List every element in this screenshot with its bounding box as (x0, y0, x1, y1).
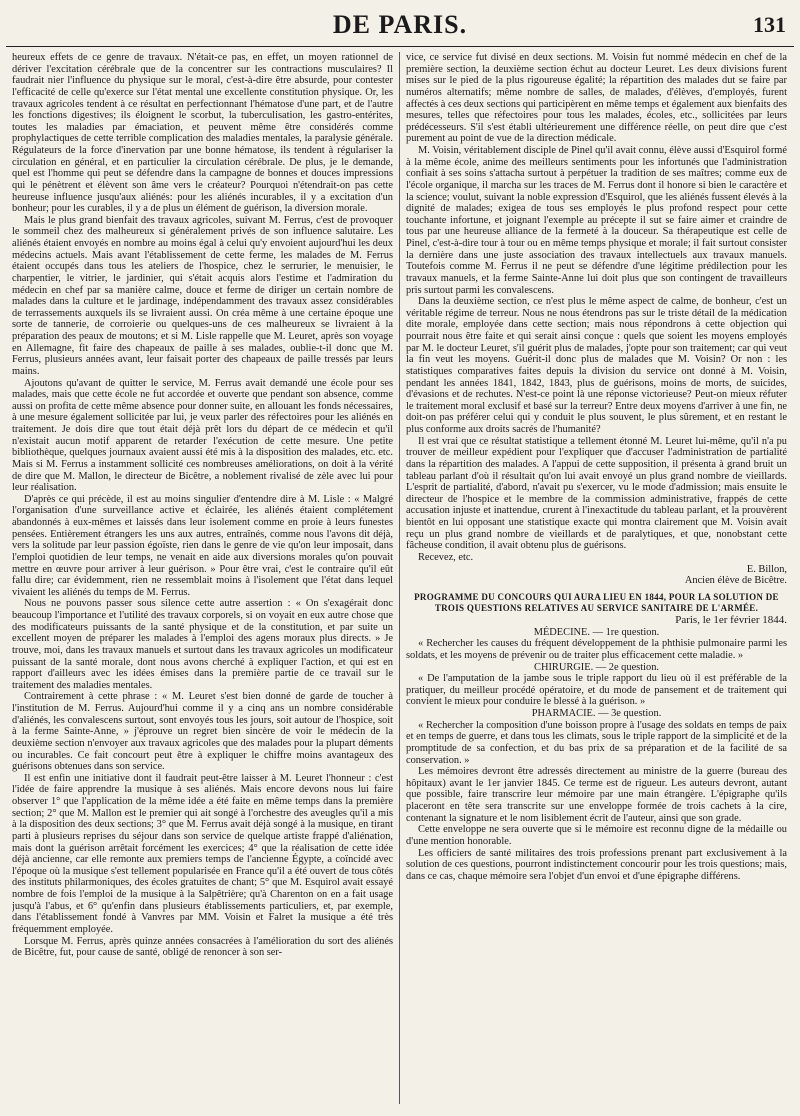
article-paragraph: M. Voisin, véritablement disciple de Pinel qu'il avait connu, élève aussi d'Esquirol formé à la même école, anime des meilleurs sentiments pour les infortunés que l'administration confiait à ses soins s'attacha surtout à perpétuer la tradition de ses maîtres; comme eux de l'école organique, il marcha sur les traces de M. Ferrus dont il honore si bien le caractère et la science; voulut, suivant la noble expression d'Esquirol, que les aliénés fussent élevés à la dignité de malades; exigea de tous ses employés le plus profond respect pour cette touchante infortune, et joignant l'exemple au précepte il sut se faire aimer et craindre de tous par une heureuse alliance de la fermeté à la douceur. Sa thérapeutique est celle de Pinel, c'est-à-dire tour à tour ou en même temps physique et morale; il fait surtout consister la dernière dans une juste association des travaux intellectuels aux travaux manuels. Toutefois comme M. Ferrus il ne peut se défendre d'une légitime prédilection pour les travaux manuels, et la ferme Sainte-Anne lui doit plus que son contingent de travailleurs pris surtout parmi les convalescens. (406, 145, 787, 296)
question-2-title: CHIRURGIE. — 2e question. (534, 661, 659, 673)
question-3-title: PHARMACIE. — 3e question. (531, 708, 662, 719)
article-paragraph: Il est enfin une initiative dont il faudrait peut-être laisser à M. Leuret l'honneur : c'est l'idée de faire apprendre la musique à ses aliénés. Mais encore devons nous lui faire observer 1° que l'application de la même idée a été faite en même temps dans la première section; 2° que M. Mallon est le premier qui ait songé à l'orchestre des aveugles qu'il a mis à la disposition des deux sections; 3° que M. Ferrus avait déjà songé à la musique, en tirant parti à plusieurs reprises du séjour dans son service de quelque artiste frappé d'aliénation, mais dont la guérison arrêtait forcément les exercices; 4° que la réalisation de cette idée déjà ancienne, car elle remonte aux premiers temps de l'ancienne Égypte, a coïncidé avec l'époque où la musique s'est tellement popularisée en France qu'il a été ouvert de tous côtés des instituts philarmoniques, des écoles gratuites de chant; 5° que M. Esquirol avait essayé nombre de fois l'emploi de la musique à la Salpêtrière; qu'à Charenton on en a fait usage jusqu'à l'abus, et 6° qu'enfin dans plusieurs établissements particuliers, et, par exemple, dans l'établissement fondé à Vanvres par MM. Voisin et Falret la musique a été très fréquemment employée. (12, 772, 393, 935)
article-paragraph: D'après ce qui précède, il est au moins singulier d'entendre dire à M. Lisle : « Malgré l'organisation d'une surveillance active et éclairée, les aliénés étaient complétement abandonnés à eux-mêmes et laissés dans leur isolement comme en proie à leurs funestes pensées. Entièrement étrangers les uns aux autres, entraînés, comme nous l'avons dit déjà, vers la solitude par leur passion égoïste, rien dans le genre de vie qu'on leur imposait, dans l'emploi quotidien de leur temps, ne venait en aide aux diversions morales qu'on pouvait mettre en œuvre pour arriver à leur guérison. » Pour être vrai, c'est le contraire qu'il eût fallu dire; car évidemment, rien ne ressemblait moins à l'isolement que l'état dans lequel vivaient les aliénés du temps de M. Ferrus. (12, 493, 393, 598)
header-rule (6, 46, 794, 47)
programme-rules-paragraph: Les mémoires devront être adressés directement au ministre de la guerre (bureau des hôpitaux) avant le 1er janvier 1845. Ce terme est de rigueur. Les auteurs devront, autant que possible, faire transcrire leur mémoire par une main étrangère. L'épigraphe qu'ils placeront en tête sera transcrite sur une enveloppe formée de trois cachets à la cire, contenant la signature et le nom lisiblement écrit de l'auteur, ainsi que son grade. (406, 766, 787, 824)
running-head (0, 10, 800, 40)
left-column (12, 52, 393, 1104)
article-paragraph: vice, ce service fut divisé en deux sections. M. Voisin fut nommé médecin en chef de la première section, la deuxième section échut au docteur Leuret. Les deux divisions furent mises sur le pied de la plus rigoureuse égalité; la répartition des malades dut se faire par numéros alternatifs; même nombre de salles, de malades, d'élèves, d'employés, furent affectés à ces deux sections qui participèrent en même temps et également aux bienfaits des mesures, telles que réfectoires pour tous les malades, écoles, etc., sollicitées par leurs prédécesseurs. S'il s'est établi ultérieurement une différence réelle, on peut dire que c'est purement au point de vue de la direction médicale. (406, 52, 787, 145)
author-signature: E. Billon, (746, 563, 787, 575)
programme-rules-paragraph: Cette enveloppe ne sera ouverte que si le mémoire est reconnu digne de la médaille ou d'une mention honorable. (406, 824, 787, 847)
article-paragraph: Dans la deuxième section, ce n'est plus le même aspect de calme, de bonheur, c'est un véritable régime de terreur. Nous ne nous étendrons pas sur le triste détail de la médication dite morale, employée dans cette section; mais nous répondrons à cette objection qui pourrait nous être faite et qui serait ainsi conçue : quels que soient les moyens employés par M. le docteur Leuret, s'il guérit plus de malades, j'opte pour son traitement; car qui veut la fin veut les moyens. Guérit-il donc plus de malades que M. Voisin? Or non : les statistiques comparatives faites depuis la division du service ont donné à M. Voisin, pendant les années 1841, 1842, 1843, plus de guérisons, moins de morts, de suicides, d'évasions et de rechutes. N'est-ce point là une réponse victorieuse? Peut-on mieux réfuter le traitement moral exclusif et basé sur la terreur? Entre deux moyens d'arriver à une fin, ne doit-on pas préférer celui qui y conduit le plus souvent, le plus sûrement, et en restant le plus conforme aux droits sacrés de l'humanité? (406, 296, 787, 435)
article-paragraph: Il est vrai que ce résultat statistique a tellement étonné M. Leuret lui-même, qu'il n'a pu trouver de meilleur expédient pour l'expliquer que d'accuser l'administration de partialité dans la répartition des malades. A l'appui de cette supposition, il présenta à grand bruit un tableau parlant d'où il résultait qu'on lui avait envoyé un plus grand nombre de vieillards. L'esprit de partialité, d'abord, n'avait pu s'exercer, vu le mode d'admission; mais ensuite le directeur de l'hospice et le membre de la commission administrative, frappés de cette accusation injuste et inattendue, crurent à l'inexactitude du tableau parlant, et la prouvèrent bientôt en lui opposant une statistique exacte qui montra clairement que M. Voisin avait reçu un plus grand nombre de vieillards et de paralytiques, et que, nonobstant cette fâcheuse condition, il avait obtenu plus de guérisons. (406, 435, 787, 552)
page-number: 131 (753, 12, 786, 37)
question-1-text: « Rechercher les causes du fréquent développement de la phthisie pulmonaire parmi les soldats, et les moyens de prévenir ou de traiter plus efficacement cette maladie. » (406, 638, 787, 661)
question-1-title: MÉDECINE. — 1re question. (533, 626, 660, 638)
author-title: Ancien élève de Bicêtre. (684, 575, 787, 587)
closing-salutation: Recevez, etc. (418, 551, 474, 563)
article-paragraph: heureux effets de ce genre de travaux. N'était-ce pas, en effet, un moyen rationnel de dériver l'excitation cérébrale que de la concentrer sur les contractions musculaires? Il faudrait nier l'influence du physique sur le moral, c'est-à-dire être absurde, pour contester l'efficacité de celle qu'exerce sur l'état mental une excellente constitution physique. Or, les travaux agricoles tendent à ce résultat en perfectionnant l'hématose d'une part, et de l'autre les fonctions digestives; ils éloignent le scorbut, la tuberculisation, les gastro-entérites, toutes les maladies par émaciation, et peuvent même être considérés comme prophylactiques de cette terrible complication des maladies mentales, la paralysie générale. Régulateurs de la force d'inervation par une bonne hématose, ils tendent à régulariser la circulation en général, et en particulier la circulation cérébrale. De plus, je le demande, quel est l'homme qui peut se défendre dans la campagne de bonnes et douces impressions qui le pénètrent et élèvent son âme vers le créateur? Pourquoi n'étendrait-on pas cette heureuse influence jusqu'aux aliénés: pour les aliénés incurables, il y a excitation d'un bonheur; pour les curables, il y a de plus un élément de guérison, la diversion morale. (12, 52, 393, 215)
right-column (406, 52, 787, 1104)
column-divider (399, 52, 400, 1104)
programme-dateline: Paris, le 1er février 1844. (675, 614, 787, 626)
programme-rules-paragraph: Les officiers de santé militaires des trois professions prenant part exclusivement à la solution de ces questions, pourront indistinctement concourir pour les trois questions; mais, dans ce cas, chaque mémoire sera l'objet d'un envoi et d'une épigraphe différens. (406, 847, 787, 882)
article-paragraph: Lorsque M. Ferrus, après quinze années consacrées à l'amélioration du sort des aliénés de Bicêtre, fut, pour cause de santé, obligé de renoncer à son ser- (12, 935, 393, 959)
article-paragraph: Contrairement à cette phrase : « M. Leuret s'est bien donné de garde de toucher à l'institution de M. Ferrus. Aujourd'hui comme il y a cinq ans un nombre considérable d'aliénés, les convalescens surtout, sont envoyés tous les jours, soit autour de l'hospice, soit à la ferme Sainte-Anne, » j'éprouve un regret bien sincère de voir le médecin de la deuxième section n'envoyer aux travaux agricoles que des malades pour la plupart déments ou incurables. Ce fait concourt peut être à expliquer le chiffre moins avantageux des guérisons obtenues dans son service. (12, 691, 393, 773)
article-paragraph: Nous ne pouvons passer sous silence cette autre assertion : « On s'exagérait donc beaucoup l'importance et l'utilité des travaux corporels, si on voyait en eux autre chose que des modificateurs puissants de la santé physique et de la constitution, et par suite un excellent moyen de préparer les malades à l'emploi des agens moraux plus directs. » Je trouve, moi, dans les travaux manuels et surtout dans les travaux agricoles un modificateur puissant de la santé morale, dont nous avons cherché à expliquer l'action, et qui est en rapport d'ailleurs avec les idées émises dans la première partie de ce travail sur le traitement des maladies mentales. (12, 598, 393, 691)
question-3-text: « Rechercher la composition d'une boisson propre à l'usage des soldats en temps de paix et en temps de guerre, et dans tous les climats, sous le triple rapport de la simplicité et de la promptitude de sa confection, et du bas prix de sa préparation et de la facilité de sa conservation. » (406, 719, 787, 766)
programme-heading: PROGRAMME DU CONCOURS QUI AURA LIEU EN 1844, POUR LA SOLUTION DE TROIS QUESTIONS RELATIVES AU SERVICE SANITAIRE DE L'ARMÉE. (414, 591, 779, 614)
question-2-text: « De l'amputation de la jambe sous le triple rapport du lieu où il est préférable de la pratiquer, du meilleur procédé opératoire, et du mode de pansement et de traitement qui convient le mieux pour conduire le blessé à la guérison. » (406, 673, 787, 708)
article-paragraph: Ajoutons qu'avant de quitter le service, M. Ferrus avait demandé une école pour ses malades, mais que cette école ne fut accordée et ouverte que pendant son absence, comme aussi on profita de cette même absence pour donner suite, en allouant les fonds nécessaires, à une mesure également sollicitée par lui, je veux parler des réfectoires pour les aliénés en traitement. Je dois dire que tout était déjà prêt lors du départ de ce médecin et qu'il n'existait aucun motif apparent de retarder l'exécution de cette mesure. Une petite bibliothèque, quelques journaux avaient aussi été mis à la disposition des malades, etc. etc. Mais si M. Ferrus a instamment sollicité ces nombreuses améliorations, on doit à la vérité de dire que M. Mallon, le directeur de Bicêtre, a noblement rivalisé de zèle avec lui pour leur réalisation. (12, 377, 393, 494)
article-paragraph: Mais le plus grand bienfait des travaux agricoles, suivant M. Ferrus, c'est de provoquer le sommeil chez des malheureux si généralement privés de son influence salutaire. Les aliénés étaient envoyés en nombre au moins égal à celui qu'y envoient aujourd'hui les deux médecins actuels. Mais avant l'établissement de cette ferme, les malades de M. Ferrus étaient occupés dans tous les ateliers de l'hospice, chez le serrurier, le menuisier, le charpentier, le vitrier, le jardinier, qui s'était acquis alors l'estime et l'admiration du médecin en chef par sa manière calme, douce et ferme de diriger un certain nombre de malades dans la culture et le jardinage, indépendamment des travaux assez considérables de terrassements auxquels ils se livraient aussi. On créa même à une certaine époque une sorte de tannerie, de corroierie ou quelques-uns de ces malheureux se livraient à la préparation des peaux de moutons; et si M. Lisle rappelle que M. Leuret, après son voyage en Allemagne, fit faire des chapeaux de paille à ses malades, oublie-t-il donc que M. Ferrus, plusieurs années avant, leur faisait porter des chapeaux de paille tressés par leurs mains. (12, 214, 393, 377)
page-title: DE PARIS. (332, 10, 468, 39)
